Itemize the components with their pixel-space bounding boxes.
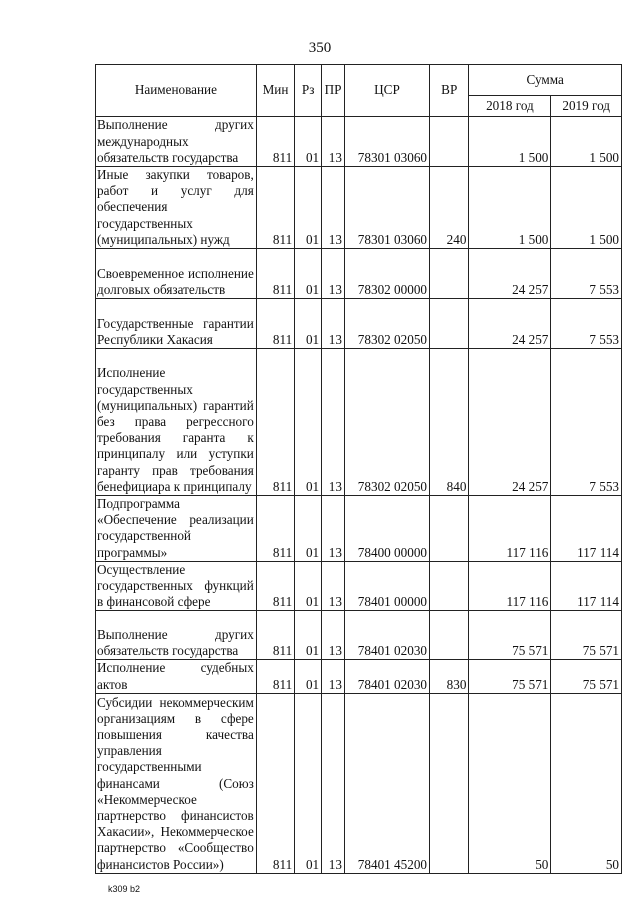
row-vr (430, 299, 469, 349)
row-name: Выполнение других международных обязательств государства (96, 117, 257, 167)
row-sum-2019: 50 (551, 693, 622, 873)
footer-code: k309 b2 (108, 884, 141, 894)
table-row (96, 496, 622, 562)
row-vr (430, 496, 469, 562)
row-min: 811 (256, 693, 294, 873)
row-pr: 13 (322, 660, 345, 693)
table-row (96, 117, 622, 167)
row-sum-2019: 7 553 (551, 299, 622, 349)
header-rz: Рз (295, 65, 322, 117)
row-vr (430, 611, 469, 660)
row-sum-2018: 75 571 (469, 660, 551, 693)
row-sum-2018: 1 500 (469, 117, 551, 167)
row-sum-2019: 1 500 (551, 167, 622, 249)
header-vr: ВР (430, 65, 469, 117)
row-sum-2019: 1 500 (551, 117, 622, 167)
table-row (96, 660, 622, 693)
row-vr: 840 (430, 349, 469, 496)
row-rz: 01 (295, 693, 322, 873)
header-year-2018: 2018 год (469, 96, 551, 117)
header-pr: ПР (322, 65, 345, 117)
header-min: Мин (256, 65, 294, 117)
row-sum-2018: 117 116 (469, 496, 551, 562)
header-csr: ЦСР (344, 65, 429, 117)
row-min: 811 (256, 660, 294, 693)
row-min: 811 (256, 349, 294, 496)
row-pr: 13 (322, 611, 345, 660)
row-csr: 78401 02030 (344, 611, 429, 660)
row-pr: 13 (322, 167, 345, 249)
row-rz: 01 (295, 496, 322, 562)
page-number: 350 (308, 40, 332, 56)
row-pr: 13 (322, 693, 345, 873)
row-min: 811 (256, 496, 294, 562)
budget-table (95, 64, 622, 874)
row-sum-2018: 24 257 (469, 249, 551, 299)
row-sum-2018: 50 (469, 693, 551, 873)
row-sum-2019: 75 571 (551, 660, 622, 693)
row-name: Подпрограмма «Обеспечение реализации государственной программы» (96, 496, 257, 562)
table-body (96, 117, 622, 874)
row-rz: 01 (295, 349, 322, 496)
row-csr: 78400 00000 (344, 496, 429, 562)
header-sum: Сумма (469, 65, 622, 96)
row-vr: 240 (430, 167, 469, 249)
row-csr: 78401 45200 (344, 693, 429, 873)
header-name: Наименование (96, 65, 257, 117)
row-csr: 78302 00000 (344, 249, 429, 299)
row-name: Осуществление государственных функций в финансовой сфере (96, 561, 257, 611)
row-csr: 78302 02050 (344, 299, 429, 349)
row-rz: 01 (295, 611, 322, 660)
row-name: Исполнение государственных (муниципальных) гарантий без права регрессного требования гаранта к принципалу или уступки гаранту прав требования бенефициара к принципалу (96, 349, 257, 496)
row-sum-2018: 75 571 (469, 611, 551, 660)
row-min: 811 (256, 299, 294, 349)
table-row (96, 561, 622, 611)
row-pr: 13 (322, 249, 345, 299)
row-min: 811 (256, 611, 294, 660)
row-vr (430, 561, 469, 611)
row-name: Иные закупки товаров, работ и услуг для обеспечения государственных (муниципальных) нужд (96, 167, 257, 249)
table-row (96, 167, 622, 249)
row-name: Исполнение судебных актов (96, 660, 257, 693)
row-rz: 01 (295, 660, 322, 693)
row-sum-2018: 1 500 (469, 167, 551, 249)
row-rz: 01 (295, 561, 322, 611)
row-vr (430, 117, 469, 167)
row-rz: 01 (295, 117, 322, 167)
row-min: 811 (256, 249, 294, 299)
row-name: Субсидии некоммерческим организациям в сфере повышения качества управления государственными финансами (Союз «Некоммерческое партнерство финансистов Хакасии», Некоммерческое партнерство «Сообщество финансистов России») (96, 693, 257, 873)
row-rz: 01 (295, 299, 322, 349)
row-csr: 78401 00000 (344, 561, 429, 611)
table-row (96, 249, 622, 299)
header-row-top (96, 65, 622, 96)
row-pr: 13 (322, 561, 345, 611)
row-rz: 01 (295, 249, 322, 299)
row-csr: 78301 03060 (344, 117, 429, 167)
table-row (96, 349, 622, 496)
row-vr: 830 (430, 660, 469, 693)
row-csr: 78302 02050 (344, 349, 429, 496)
row-sum-2019: 7 553 (551, 349, 622, 496)
table-row (96, 611, 622, 660)
row-vr (430, 693, 469, 873)
table-row (96, 693, 622, 873)
row-sum-2018: 24 257 (469, 299, 551, 349)
row-name: Государственные гарантии Республики Хакасия (96, 299, 257, 349)
row-min: 811 (256, 167, 294, 249)
header-year-2019: 2019 год (551, 96, 622, 117)
row-sum-2019: 117 114 (551, 496, 622, 562)
row-min: 811 (256, 117, 294, 167)
row-pr: 13 (322, 349, 345, 496)
row-min: 811 (256, 561, 294, 611)
row-csr: 78401 02030 (344, 660, 429, 693)
row-pr: 13 (322, 496, 345, 562)
row-sum-2019: 117 114 (551, 561, 622, 611)
row-pr: 13 (322, 117, 345, 167)
row-sum-2019: 7 553 (551, 249, 622, 299)
row-name: Своевременное исполнение долговых обязательств (96, 249, 257, 299)
row-vr (430, 249, 469, 299)
row-rz: 01 (295, 167, 322, 249)
row-sum-2019: 75 571 (551, 611, 622, 660)
row-pr: 13 (322, 299, 345, 349)
row-sum-2018: 24 257 (469, 349, 551, 496)
row-name: Выполнение других обязательств государства (96, 611, 257, 660)
row-sum-2018: 117 116 (469, 561, 551, 611)
table-row (96, 299, 622, 349)
row-csr: 78301 03060 (344, 167, 429, 249)
